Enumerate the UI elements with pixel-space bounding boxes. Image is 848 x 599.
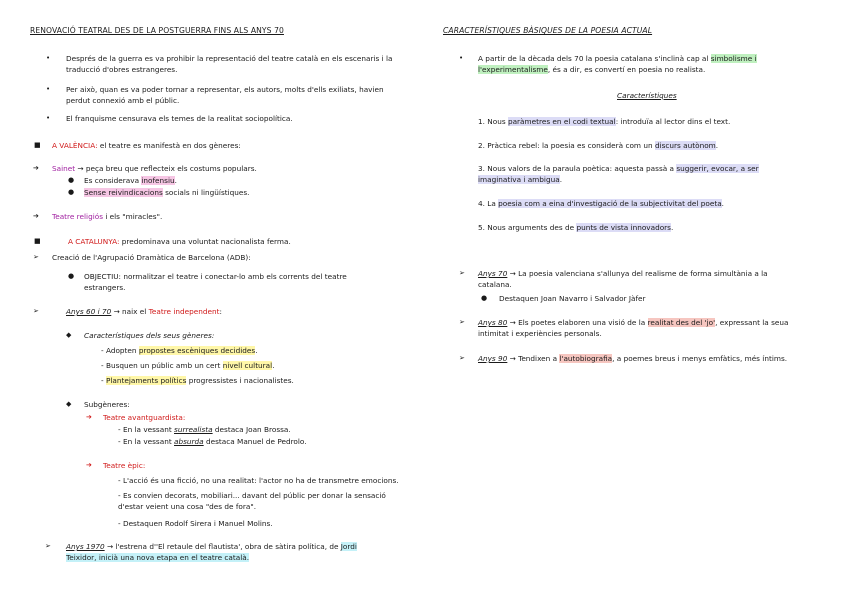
poesia-item-4: 4. La poesia com a eina d'investigació de la subjectivitat del poeta. xyxy=(478,199,724,208)
avantguardista-item-2: - En la vessant absurda destaca Manuel de Pedrolo. xyxy=(118,437,307,446)
bullet-dot: • xyxy=(46,54,51,62)
circle-bullet-icon: ● xyxy=(68,176,75,184)
sainet-line: Sainet → peça breu que reflecteix els costums populars. xyxy=(52,164,257,173)
poesia-item-1: 1. Nous paràmetres en el codi textual: introduïa al lector dins el text. xyxy=(478,117,731,126)
avantguardista-item-1: - En la vessant surrealista destaca Joan Brossa. xyxy=(118,425,291,434)
arrowhead-bullet-icon: ➢ xyxy=(33,307,39,315)
caract-item-3: - Plantejaments polítics progressistes i nacionalistes. xyxy=(101,376,294,385)
arrowhead-bullet-icon: ➢ xyxy=(45,542,51,550)
caract-item-2: - Busquen un públic amb un cert nivell cultural. xyxy=(101,361,275,370)
anys70-paragraph: Anys 70 → La poesia valenciana s'allunya del realisme de forma simultània a la catalana. xyxy=(478,269,768,289)
bullet-dot: • xyxy=(46,114,51,122)
arrow-bullet-icon: ➔ xyxy=(86,461,92,469)
sainet-reivindicacions: Sense reivindicacions socials ni lingüístiques. xyxy=(84,188,250,197)
valencia-heading: A VALÈNCIA: el teatre es manifestà en dos gèneres: xyxy=(52,141,241,150)
poesia-item-2: 2. Pràctica rebel: la poesia es considerà com un discurs autònom. xyxy=(478,141,719,150)
caracteristiques-label: Característiques dels seus gèneres: xyxy=(84,331,215,340)
adb-line: Creació de l'Agrupació Dramàtica de Barcelona (ADB): xyxy=(52,253,251,262)
paragraph-censorship: El franquisme censurava els temes de la realitat sociopolítica. xyxy=(66,114,293,123)
arrow-bullet-icon: ➔ xyxy=(33,212,39,220)
anys80-paragraph: Anys 80 → Els poetes elaboren una visió de la realitat des del 'jo', expressant la seua intimitat i experiències personals. xyxy=(478,318,789,338)
anys90-paragraph: Anys 90 → Tendixen a l'autobiografia, a poemes breus i menys emfàtics, més íntims. xyxy=(478,354,788,363)
objectiu-paragraph: OBJECTIU: normalitzar el teatre i conectar-lo amb els corrents del teatre estrangers. xyxy=(84,272,347,292)
paragraph-prohibition: Després de la guerra es va prohibir la representació del teatre català en els escenaris i la traducció d'obres estrangeres. xyxy=(66,54,393,74)
subgeneres-label: Subgèneres: xyxy=(84,400,130,409)
paragraph-connection: Per això, quan es va poder tornar a representar, els autors, molts d'ells exiliats, havien perdut connexió amb el públic. xyxy=(66,85,384,105)
caract-item-1: - Adopten propostes escèniques decidides. xyxy=(101,346,258,355)
arrowhead-bullet-icon: ➢ xyxy=(459,318,465,326)
epic-heading: Teatre èpic: xyxy=(103,461,146,470)
bullet-dot: • xyxy=(459,54,464,62)
epic-item-2: - Es convien decorats, mobiliari... davant del públic per donar la sensació d'estar veient una cosa "des de fora". xyxy=(118,491,386,511)
avantguardista-heading: Teatre avantguardista: xyxy=(103,413,186,422)
bullet-dot: • xyxy=(46,85,51,93)
arrow-bullet-icon: ➔ xyxy=(86,413,92,421)
epic-item-1: - L'acció és una ficció, no una realitat: l'actor no ha de transmetre emocions. xyxy=(118,476,399,485)
epic-item-3: - Destaquen Rodolf Sirera i Manuel Molins. xyxy=(118,519,273,528)
left-title: RENOVACIÓ TEATRAL DES DE LA POSTGUERRA FINS ALS ANYS 70 xyxy=(30,26,284,35)
sainet-inofensiu: Es considerava inofensiu. xyxy=(84,176,177,185)
poesia-item-5: 5. Nous arguments des de punts de vista innovadors. xyxy=(478,223,674,232)
poesia-intro: A partir de la dècada dels 70 la poesia catalana s'inclinà cap al simbolisme i l'experimentalisme, és a dir, es convertí en poesia no realista. xyxy=(478,54,757,74)
circle-bullet-icon: ● xyxy=(68,272,75,280)
arrowhead-bullet-icon: ➢ xyxy=(459,354,465,362)
anys1970-paragraph: Anys 1970 → l'estrena d''El retaule del flautista', obra de sàtira política, de Jordi Teixidor, inicià una nova etapa en el teatre català. xyxy=(66,542,357,562)
arrowhead-bullet-icon: ➢ xyxy=(459,269,465,277)
circle-bullet-icon: ● xyxy=(481,294,488,302)
circle-bullet-icon: ● xyxy=(68,188,75,196)
diamond-bullet-icon: ◆ xyxy=(66,400,72,408)
poesia-item-3: 3. Nous valors de la paraula poètica: aquesta passà a suggerir, evocar, a ser imaginativa i ambigua. xyxy=(478,164,759,184)
anys70-destaquen: Destaquen Joan Navarro i Salvador Jàfer xyxy=(499,294,646,303)
arrowhead-bullet-icon: ➢ xyxy=(33,253,39,261)
anys6070-line: Anys 60 i 70 → naix el Teatre independent: xyxy=(66,307,222,316)
diamond-bullet-icon: ◆ xyxy=(66,331,72,339)
arrow-bullet-icon: ➔ xyxy=(33,164,39,172)
square-bullet-icon: ■ xyxy=(34,237,41,245)
square-bullet-icon: ■ xyxy=(34,141,41,149)
right-title: CARACTERÍSTIQUES BÀSIQUES DE LA POESIA ACTUAL xyxy=(443,26,653,35)
caracteristiques-subtitle: Característiques xyxy=(617,91,677,100)
religios-line: Teatre religiós i els "miracles". xyxy=(52,212,163,221)
catalunya-heading: A CATALUNYA: predominava una voluntat nacionalista ferma. xyxy=(68,237,291,246)
